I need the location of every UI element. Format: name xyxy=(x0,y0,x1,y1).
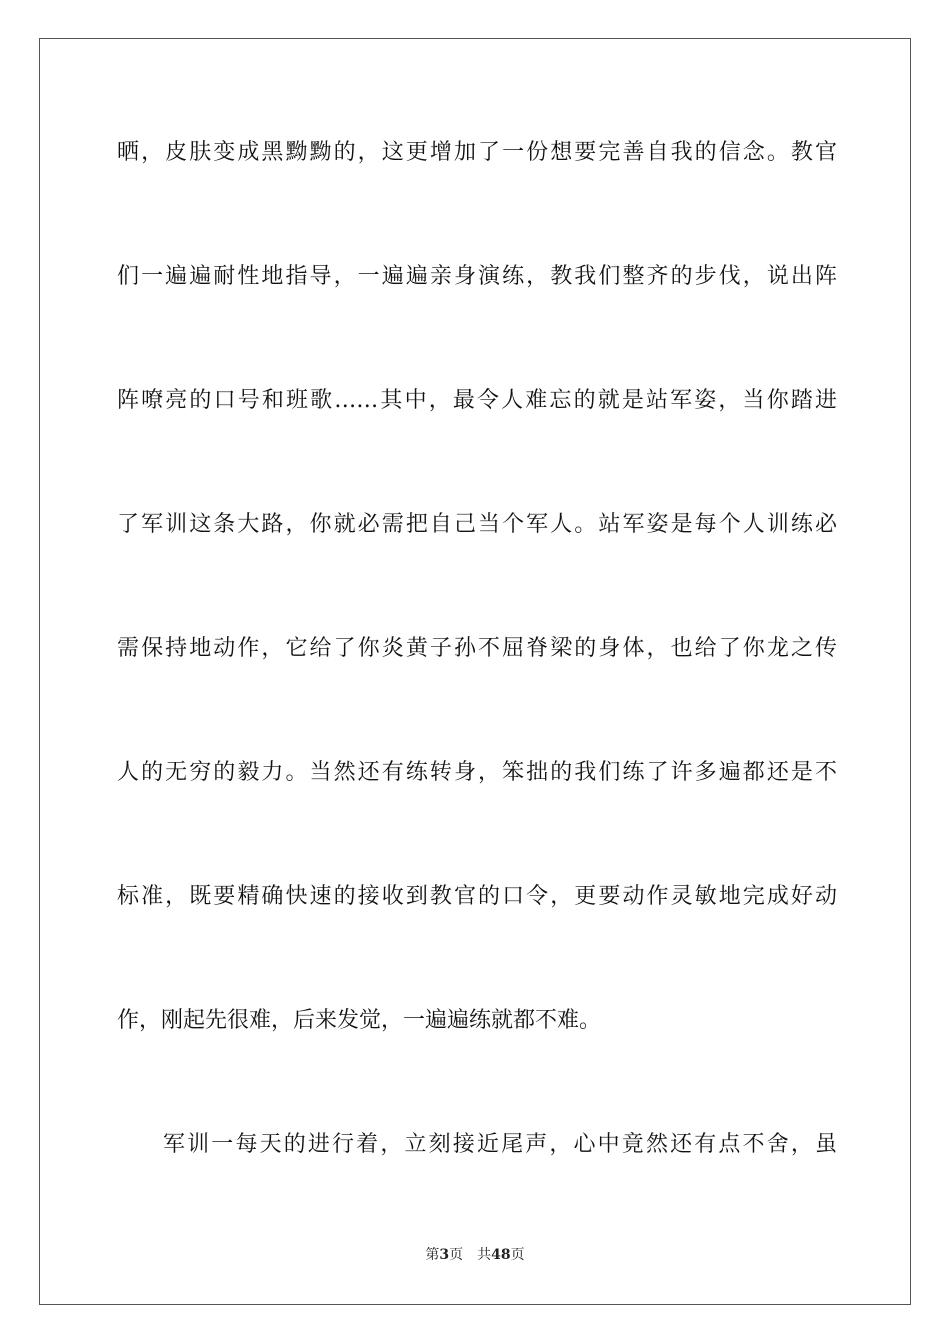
page-border xyxy=(39,38,911,1305)
text-line: 人的无穷的毅力。当然还有练转身，笨拙的我们练了许多遍都还是不 xyxy=(117,760,837,785)
text-line: 需保持地动作，它给了你炎黄子孙不屈脊梁的身体，也给了你龙之传 xyxy=(117,636,837,661)
page-prefix: 第 xyxy=(425,1247,440,1263)
page-suffix: 页 xyxy=(449,1247,464,1263)
text-line: 了军训这条大路，你就必需把自己当个军人。站军姿是每个人训练必 xyxy=(117,512,837,537)
total-pages: 48 xyxy=(491,1247,511,1263)
text-line: 们一遍遍耐性地指导，一遍遍亲身演练，教我们整齐的步伐，说出阵 xyxy=(117,264,837,289)
page-number: 3 xyxy=(439,1247,450,1263)
total-prefix: 共 xyxy=(477,1247,492,1263)
text-line: 标准，既要精确快速的接收到教官的口令，更要动作灵敏地完成好动 xyxy=(117,884,837,909)
text-line: 阵嘹亮的口号和班歌……其中，最令人难忘的就是站军姿，当你踏进 xyxy=(117,388,837,413)
page-footer xyxy=(0,1246,950,1264)
paragraph-start-line: 军训一每天的进行着，立刻接近尾声，心中竟然还有点不舍，虽 xyxy=(163,1132,837,1157)
text-line: 晒，皮肤变成黑黝黝的，这更增加了一份想要完善自我的信念。教官 xyxy=(117,140,837,165)
text-line: 作，刚起先很难，后来发觉，一遍遍练就都不难。 xyxy=(117,1008,602,1033)
total-suffix: 页 xyxy=(510,1247,525,1263)
